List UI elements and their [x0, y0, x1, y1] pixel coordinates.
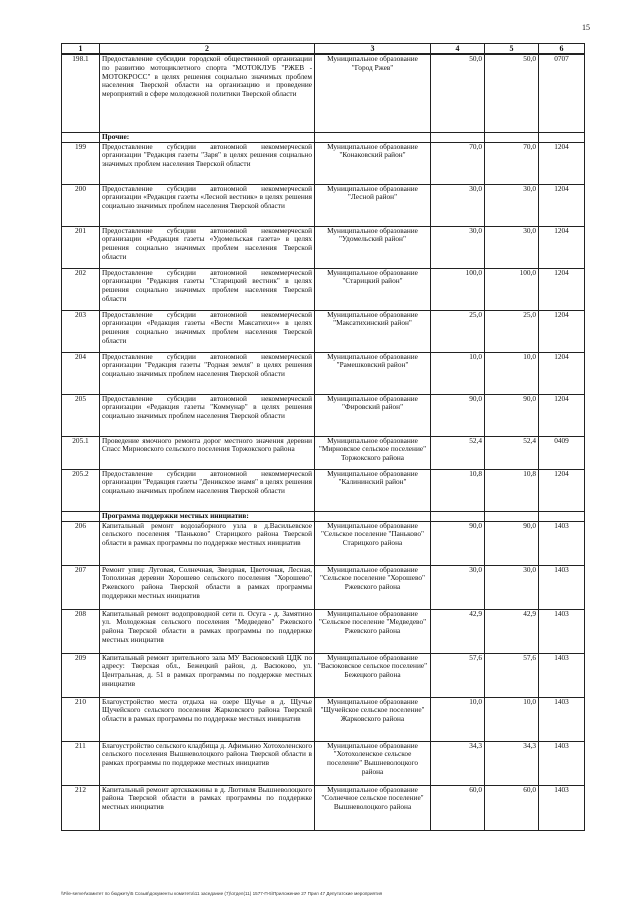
- row-amount-col5: 100,0: [485, 268, 539, 310]
- row-budget-code: 1204: [539, 142, 585, 184]
- row-number: [62, 511, 100, 521]
- row-municipality: Муниципальное образование "Сельское поселение "Хорошево" Ржевского района: [315, 565, 431, 609]
- row-amount-col5: 30,0: [485, 184, 539, 226]
- table-row: [62, 394, 585, 436]
- row-budget-code: 1204: [539, 310, 585, 352]
- row-number: [62, 132, 100, 142]
- header-cell-6: 6: [539, 44, 585, 55]
- row-amount-col5: 25,0: [485, 310, 539, 352]
- row-number: 211: [62, 741, 100, 785]
- row-budget-code: 1204: [539, 184, 585, 226]
- row-description: Предоставление субсидии автономной некоммерческой организации «Редакция газеты «Вести Максатихи»» в целях решения социально значимых проблем населения Тверской области: [100, 310, 315, 352]
- table-row: [62, 609, 585, 653]
- row-description: Капитальный ремонт водопроводной сети п. Осуга - д. Замятино ул. Молодежная сельского поселения "Медведево" Ржевского района Тверской области в рамках программы по поддержке местных инициатив: [100, 609, 315, 653]
- row-number: 202: [62, 268, 100, 310]
- row-municipality: Муниципальное образование "Рамешковский район": [315, 352, 431, 394]
- row-number: 201: [62, 226, 100, 268]
- table-row: [62, 54, 585, 132]
- row-amount-col4: 34,3: [431, 741, 485, 785]
- row-description: Предоставление субсидии городской общественной организации по развитию мотоциклетного спорта "МОТОКЛУБ "РЖЕВ - МОТОКРОСС" в целях решения социально значимых проблем населения Тверской области на организацию и проведение мероприятий в сфере молодежной политики Тверской области: [100, 54, 315, 132]
- row-number: 204: [62, 352, 100, 394]
- row-municipality: Муниципальное образование "Сельское поселение "Паньково" Старицкого района: [315, 521, 431, 565]
- row-number: 198.1: [62, 54, 100, 132]
- table-row: [62, 268, 585, 310]
- row-amount-col4: 42,9: [431, 609, 485, 653]
- row-amount-col4: 52,4: [431, 436, 485, 469]
- table-row: [62, 310, 585, 352]
- table-row: [62, 697, 585, 741]
- table-row: [62, 352, 585, 394]
- section-header-row: [62, 132, 585, 142]
- row-description: Предоставление субсидии автономной некоммерческой организации «Редакция газеты "Коммунар" в целях решения социально значимых проблем населения Тверской области: [100, 394, 315, 436]
- row-amount-col4: 10,8: [431, 469, 485, 511]
- row-number: 203: [62, 310, 100, 352]
- section-header-row: [62, 511, 585, 521]
- row-amount-col4: 70,0: [431, 142, 485, 184]
- row-municipality: Муниципальное образование "Конаковский район": [315, 142, 431, 184]
- row-amount-col5: [485, 511, 539, 521]
- table-body: [62, 54, 585, 830]
- row-amount-col4: 50,0: [431, 54, 485, 132]
- row-municipality: Муниципальное образование "Удомельский район": [315, 226, 431, 268]
- header-cell-1: 1: [62, 44, 100, 55]
- row-budget-code: 1403: [539, 565, 585, 609]
- row-budget-code: 1403: [539, 697, 585, 741]
- table-header-row: [62, 44, 585, 55]
- row-amount-col5: 90,0: [485, 394, 539, 436]
- row-number: 199: [62, 142, 100, 184]
- row-description: Программа поддержки местных инициатив:: [100, 511, 315, 521]
- table-row: [62, 226, 585, 268]
- header-cell-3: 3: [315, 44, 431, 55]
- row-amount-col4: 90,0: [431, 521, 485, 565]
- row-budget-code: 1204: [539, 469, 585, 511]
- table-row: [62, 785, 585, 830]
- row-budget-code: 1403: [539, 741, 585, 785]
- row-municipality: [315, 132, 431, 142]
- row-number: 205.1: [62, 436, 100, 469]
- row-municipality: Муниципальное образование "Щучейское сельское поселение" Жарковского района: [315, 697, 431, 741]
- row-municipality: Муниципальное образование "Город Ржев": [315, 54, 431, 132]
- table-row: [62, 184, 585, 226]
- row-amount-col5: 30,0: [485, 226, 539, 268]
- header-cell-4: 4: [431, 44, 485, 55]
- row-budget-code: 0409: [539, 436, 585, 469]
- table-row: [62, 142, 585, 184]
- row-description: Проведение ямочного ремонта дорог местного значения деревни Спасс Мирновского сельского поселения Торжокского района: [100, 436, 315, 469]
- row-amount-col4: 30,0: [431, 565, 485, 609]
- row-municipality: Муниципальное образование "Мирновское сельское поселение" Торжокского района: [315, 436, 431, 469]
- row-municipality: Муниципальное образование "Старицкий район": [315, 268, 431, 310]
- row-number: 205.2: [62, 469, 100, 511]
- row-municipality: Муниципальное образование "Хотохоленское сельское поселение" Вышневолоцкого района: [315, 741, 431, 785]
- table-row: [62, 521, 585, 565]
- row-number: 200: [62, 184, 100, 226]
- row-municipality: Муниципальное образование "Калининский район": [315, 469, 431, 511]
- row-description: Благоустройство места отдыха на озере Щучье в д. Щучье Щучейского сельского поселения Жарковского района Тверской области в рамках программы по поддержке местных инициатив: [100, 697, 315, 741]
- row-amount-col5: 90,0: [485, 521, 539, 565]
- row-budget-code: 1403: [539, 521, 585, 565]
- file-path-footer: \\File-server\комитет по бюджету\5 Созыв\документы комитета\11 заседание (7)\отдел(11) 1577-П-5\Приложение 27 Прил 47 Депутатские мероприятия: [61, 891, 383, 896]
- row-amount-col5: 10,0: [485, 697, 539, 741]
- row-amount-col4: 25,0: [431, 310, 485, 352]
- row-amount-col5: 60,0: [485, 785, 539, 830]
- row-number: 205: [62, 394, 100, 436]
- row-budget-code: 1204: [539, 394, 585, 436]
- row-amount-col5: 50,0: [485, 54, 539, 132]
- table-row: [62, 565, 585, 609]
- row-municipality: Муниципальное образование "Максатихинский район": [315, 310, 431, 352]
- row-description: Предоставление субсидии автономной некоммерческой организации "Редакция газеты "Заря" в целях решения социально значимых проблем населения Тверской области: [100, 142, 315, 184]
- row-number: 206: [62, 521, 100, 565]
- table-row: [62, 741, 585, 785]
- row-number: 212: [62, 785, 100, 830]
- row-description: Капитальный ремонт водозаборного узла в д.Васильевское сельского поселения "Паньково" Старицкого района Тверской области в рамках программы по поддержке местных инициатив: [100, 521, 315, 565]
- row-amount-col4: 30,0: [431, 184, 485, 226]
- row-number: 209: [62, 653, 100, 697]
- header-cell-5: 5: [485, 44, 539, 55]
- row-description: Ремонт улиц: Луговая, Солнечная, Звездная, Цветочная, Лесная, Тополиная деревни Хорошево сельского поселения "Хорошево" Ржевского района Тверской области в рамках программы поддержки местных инициатив: [100, 565, 315, 609]
- appendix-table: [61, 43, 585, 831]
- row-amount-col5: 10,8: [485, 469, 539, 511]
- row-amount-col5: 52,4: [485, 436, 539, 469]
- row-amount-col5: 57,6: [485, 653, 539, 697]
- row-municipality: Муниципальное образование "Солнечное сельское поселение" Вышневолоцкого района: [315, 785, 431, 830]
- row-budget-code: 1204: [539, 226, 585, 268]
- row-number: 210: [62, 697, 100, 741]
- row-municipality: Муниципальное образование "Сельское поселение "Медведево" Ржевского района: [315, 609, 431, 653]
- table-row: [62, 653, 585, 697]
- row-description: Благоустройство сельского кладбища д. Афимьино Хотохоленского сельского поселения Вышневолоцкого района Тверской области в рамках программы по поддержке местных инициатив: [100, 741, 315, 785]
- row-municipality: Муниципальное образование "Фировский район": [315, 394, 431, 436]
- row-amount-col4: 60,0: [431, 785, 485, 830]
- row-description: Прочие:: [100, 132, 315, 142]
- row-amount-col5: 42,9: [485, 609, 539, 653]
- row-number: 207: [62, 565, 100, 609]
- row-description: Капитальный ремонт зрительного зала МУ Васюковский ЦДК по адресу: Тверская обл., Бежецкий район, д. Васюково, ул. Центральная, д. 51 в рамках программы по поддержке местных инициатив: [100, 653, 315, 697]
- row-amount-col5: [485, 132, 539, 142]
- row-municipality: Муниципальное образование "Лесной район": [315, 184, 431, 226]
- row-amount-col5: 34,3: [485, 741, 539, 785]
- row-budget-code: 1403: [539, 785, 585, 830]
- page-number: 15: [582, 23, 590, 32]
- row-description: Предоставление субсидии автономной некоммерческой организации "Редакция газеты "Родная земля" в целях решения социально значимых проблем населения Тверской области: [100, 352, 315, 394]
- row-budget-code: 1204: [539, 352, 585, 394]
- row-amount-col4: 10,0: [431, 697, 485, 741]
- row-budget-code: 1204: [539, 268, 585, 310]
- row-description: Капитальный ремонт артскважины в д. Лютивля Вышневолоцкого района Тверской области в рамках программы по поддержке местных инициатив: [100, 785, 315, 830]
- row-amount-col5: 30,0: [485, 565, 539, 609]
- row-budget-code: 1403: [539, 653, 585, 697]
- row-budget-code: [539, 132, 585, 142]
- row-amount-col5: 10,0: [485, 352, 539, 394]
- row-amount-col4: 10,0: [431, 352, 485, 394]
- row-description: Предоставление субсидии автономной некоммерческой организации «Редакция газеты «Удомельская газета» в целях решения социально значимых проблем населения Тверской области: [100, 226, 315, 268]
- row-budget-code: 1403: [539, 609, 585, 653]
- row-description: Предоставление субсидии автономной некоммерческой организации «Редакция газеты «Лесной вестник» в целях решения социально значимых проблем населения Тверской области: [100, 184, 315, 226]
- header-cell-2: 2: [100, 44, 315, 55]
- table-row: [62, 436, 585, 469]
- row-number: 208: [62, 609, 100, 653]
- row-amount-col4: 30,0: [431, 226, 485, 268]
- table-row: [62, 469, 585, 511]
- row-municipality: [315, 511, 431, 521]
- row-amount-col5: 70,0: [485, 142, 539, 184]
- row-budget-code: 0707: [539, 54, 585, 132]
- row-budget-code: [539, 511, 585, 521]
- row-amount-col4: 57,6: [431, 653, 485, 697]
- row-description: Предоставление субсидии автономной некоммерческой организации "Редакция газеты "Деникское знамя" в целях решения социально значимых проблем населения Тверской области: [100, 469, 315, 511]
- row-amount-col4: 100,0: [431, 268, 485, 310]
- row-amount-col4: 90,0: [431, 394, 485, 436]
- row-description: Предоставление субсидии автономной некоммерческой организации "Редакция газеты "Старицкий вестник" в целях решения социально значимых проблем населения Тверской области: [100, 268, 315, 310]
- row-amount-col4: [431, 132, 485, 142]
- row-municipality: Муниципальное образование "Васюковское сельское поселение" Бежецкого района: [315, 653, 431, 697]
- row-amount-col4: [431, 511, 485, 521]
